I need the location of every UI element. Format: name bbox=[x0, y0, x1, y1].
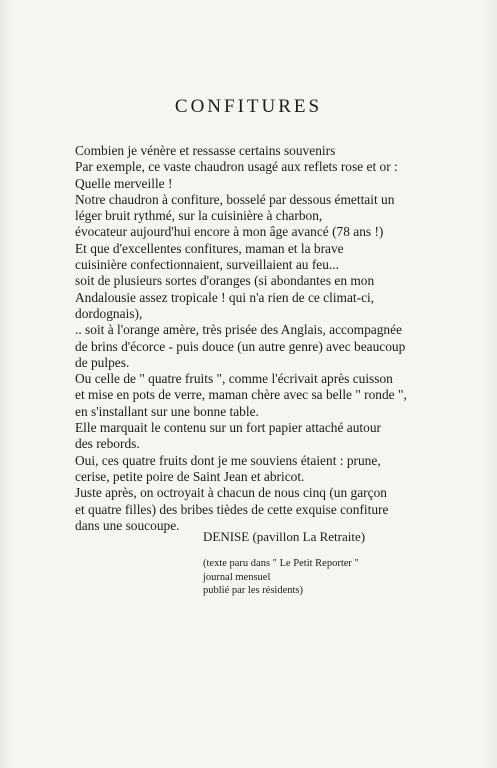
text-line: Combien je vénère et ressasse certains souvenirs bbox=[75, 143, 336, 158]
text-line: des rebords. bbox=[75, 436, 140, 452]
text-line: de pulpes. bbox=[75, 354, 130, 370]
text-line: Elle marquait le contenu sur un fort papier attaché autour bbox=[75, 420, 382, 436]
text-line: dordognais), bbox=[75, 305, 143, 321]
text-line: Juste après, on octroyait à chacun de nous cinq (un garçon bbox=[75, 485, 387, 501]
text-line: en s'installant sur une bonne table. bbox=[75, 403, 259, 419]
text-line: et quatre filles) des bribes tièdes de cette exquise confiture bbox=[75, 501, 389, 517]
text-line: Notre chaudron à confiture, bosselé par dessous émettait un bbox=[75, 191, 395, 207]
text-line: soit de plusieurs sortes d'oranges (si abondantes en mon bbox=[75, 273, 375, 289]
source-note bbox=[203, 557, 359, 598]
page-title: CONFITURES bbox=[174, 96, 323, 117]
text-line: Oui, ces quatre fruits dont je me souviens étaient : prune, bbox=[75, 452, 381, 468]
text-line: cuisinière confectionnaient, surveillaient au feu... bbox=[75, 257, 339, 273]
source-line: (texte paru dans " Le Petit Reporter " bbox=[203, 558, 359, 569]
text-line: de brins d'écorce - puis douce (un autre genre) avec beaucoup bbox=[75, 338, 406, 354]
source-line: publié par les résidents) bbox=[203, 585, 304, 596]
text-line: évocateur aujourd'hui encore à mon âge avancé (78 ans !) bbox=[75, 224, 384, 240]
text-line: dans une soucoupe. bbox=[75, 517, 180, 533]
text-line: léger bruit rythmé, sur la cuisinière à charbon, bbox=[75, 208, 323, 224]
text-line: Par exemple, ce vaste chaudron usagé aux reflets rose et or : bbox=[75, 159, 398, 175]
text-line: Ou celle de " quatre fruits ", comme l'écrivait après cuisson bbox=[75, 371, 393, 387]
body-text bbox=[75, 143, 415, 534]
text-line: cerise, petite poire de Saint Jean et abricot. bbox=[75, 468, 305, 484]
text-line: Quelle merveille ! bbox=[75, 175, 173, 191]
text-line: Et que d'excellentes confitures, maman et la brave bbox=[75, 240, 344, 256]
text-line: .. soit à l'orange amère, très prisée des Anglais, accompagnée bbox=[75, 322, 403, 338]
source-line: journal mensuel bbox=[203, 571, 271, 583]
signature: DENISE (pavillon La Retraite) bbox=[203, 529, 366, 544]
text-line: et mise en pots de verre, maman chère avec sa belle " ronde ", bbox=[75, 387, 407, 403]
text-line: Andalousie assez tropicale ! qui n'a rien de ce climat-ci, bbox=[75, 289, 375, 305]
